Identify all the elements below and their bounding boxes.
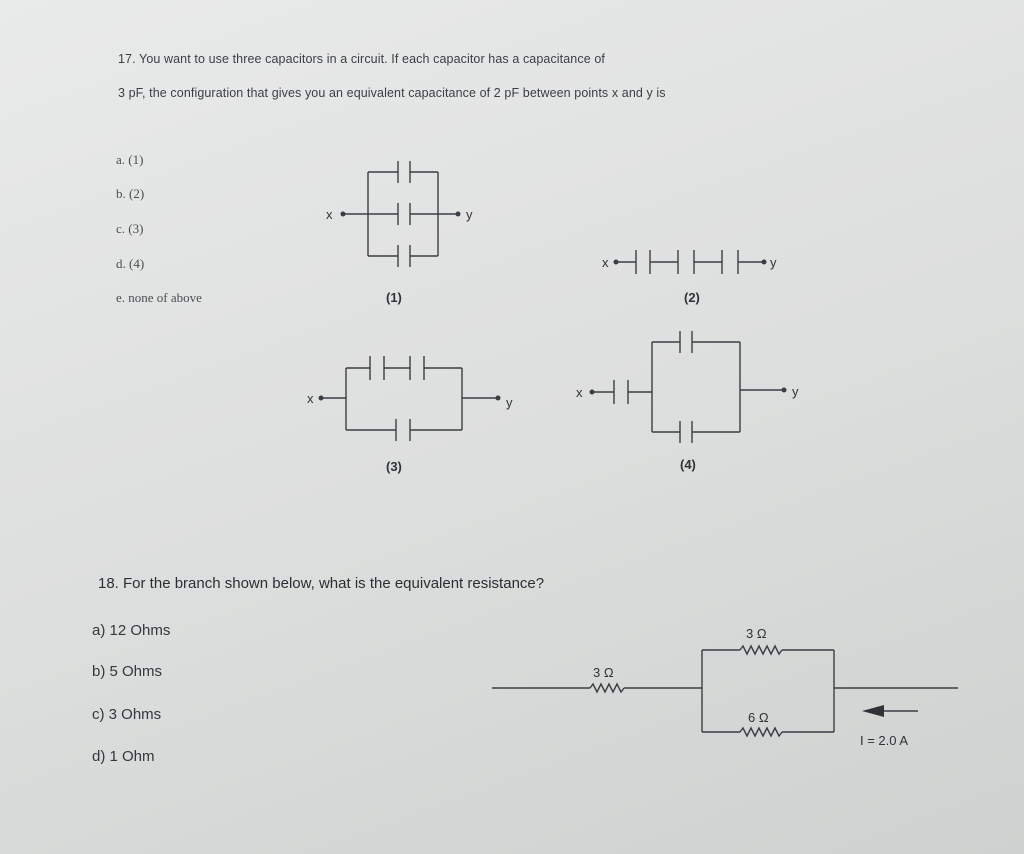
current-label: I = 2.0 A [860, 733, 909, 748]
r-series-label: 3 Ω [593, 665, 614, 680]
fig2-caption: (2) [684, 290, 700, 305]
current-arrow-icon [862, 705, 884, 717]
terminal-dots [319, 212, 787, 401]
q17-option-a: a. (1) [116, 152, 144, 167]
fig3-y-label: y [506, 395, 513, 410]
q17-option-b: b. (2) [116, 186, 145, 201]
fig4-caption: (4) [680, 457, 696, 472]
q18-question: 18. For the branch shown below, what is the equivalent resistance? [98, 575, 545, 592]
q17-option-c: c. (3) [116, 221, 144, 236]
q18-resistor-circuit [492, 646, 958, 736]
fig3-x-label: x [307, 391, 314, 406]
fig4-y-label: y [792, 384, 799, 399]
figure-4-mixed-circuit [594, 331, 782, 443]
figure-3-mixed-circuit [323, 356, 496, 441]
q18-option-b: b) 5 Ohms [92, 663, 163, 680]
fig1-x-label: x [326, 207, 333, 222]
q17-option-d: d. (4) [116, 256, 145, 271]
q18-option-d: d) 1 Ohm [92, 748, 155, 765]
figure-1-parallel-circuit [345, 161, 456, 267]
fig4-x-label: x [576, 385, 583, 400]
fig2-y-label: y [770, 255, 777, 270]
q17-option-e: e. none of above [116, 290, 202, 305]
r-top-label: 3 Ω [746, 626, 767, 641]
fig3-caption: (3) [386, 459, 402, 474]
q17-text-line1: 17. You want to use three capacitors in a circuit. If each capacitor has a capacitance of [118, 52, 605, 66]
r-bottom-label: 6 Ω [748, 710, 769, 725]
figure-2-series-circuit [618, 250, 762, 274]
fig2-x-label: x [602, 255, 609, 270]
fig1-caption: (1) [386, 290, 402, 305]
fig1-y-label: y [466, 207, 473, 222]
q17-text-line2: 3 pF, the configuration that gives you an equivalent capacitance of 2 pF between points x and y is [118, 86, 666, 100]
q18-option-a: a) 12 Ohms [92, 622, 171, 639]
q18-option-c: c) 3 Ohms [92, 706, 162, 723]
